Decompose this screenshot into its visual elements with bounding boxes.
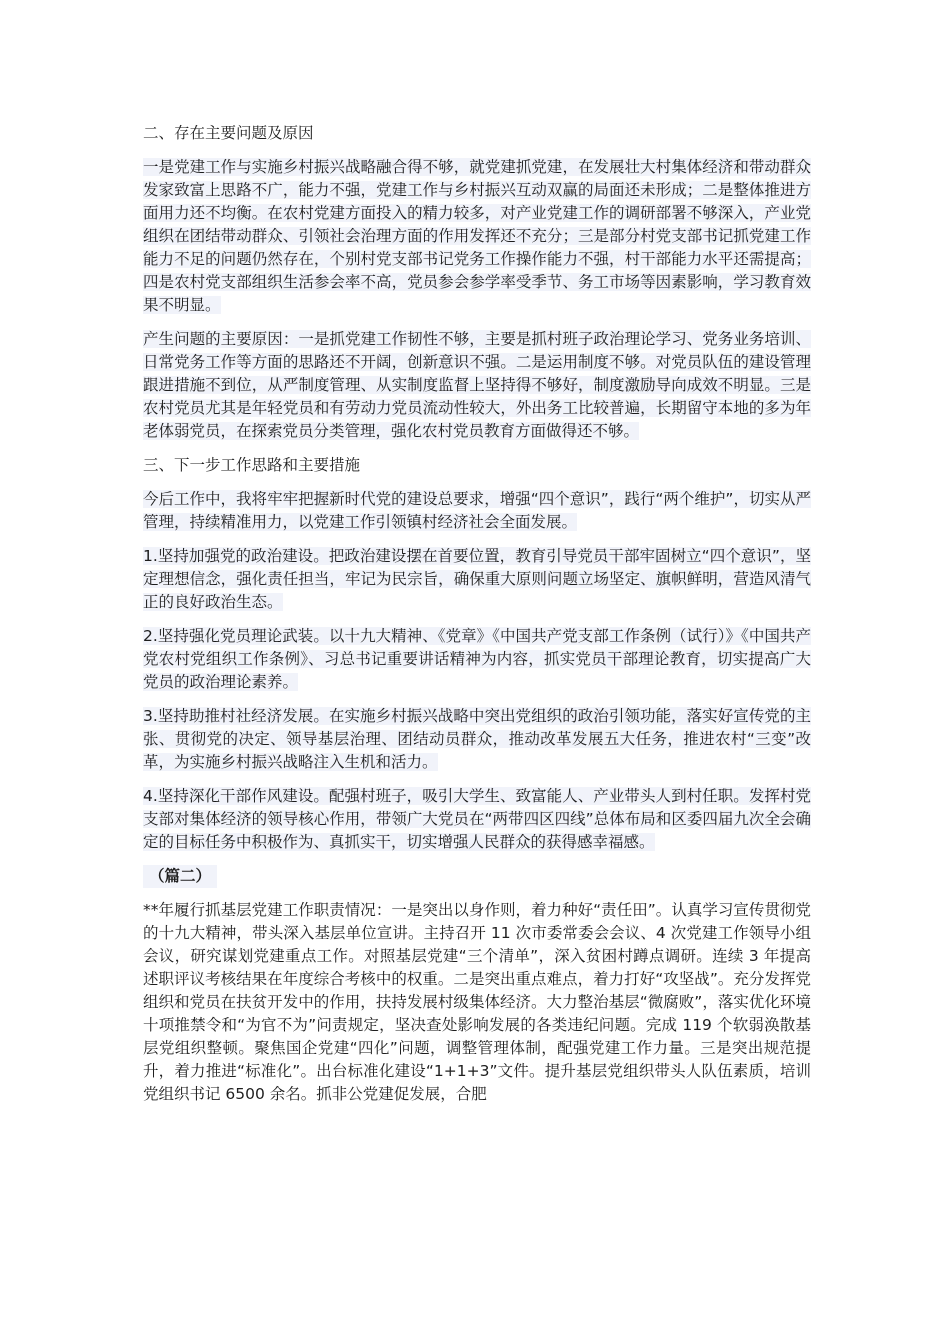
paragraph-intro-text: 今后工作中，我将牢牢把握新时代党的建设总要求，增强“四个意识”，践行“两个维护”，切实从严管理，持续精准用力，以党建工作引领镇村经济社会全面发展。 — [143, 490, 811, 531]
measure-item-4 — [143, 785, 811, 854]
measure-item-1-text: 1.坚持加强党的政治建设。把政治建设摆在首要位置，教育引导党员干部牢固树立“四个意识”，坚定理想信念，强化责任担当，牢记为民宗旨，确保重大原则问题立场坚定、旗帜鲜明，营造风清气正的良好政治生态。 — [143, 547, 811, 611]
measure-item-2 — [143, 625, 811, 694]
measure-item-2-text: 2.坚持强化党员理论武装。以十九大精神、《党章》《中国共产党支部工作条例（试行）》《中国共产党农村党组织工作条例》、习总书记重要讲话精神为内容，抓实党员干部理论教育，切实提高广大党员的政治理论素养。 — [143, 627, 811, 691]
paragraph-causes-text: 产生问题的主要原因：一是抓党建工作韧性不够，主要是抓村班子政治理论学习、党务业务培训、日常党务工作等方面的思路还不开阔，创新意识不强。二是运用制度不够。对党员队伍的建设管理跟进措施不到位，从严制度管理、从实制度监督上坚持得不够好，制度激励导向成效不明显。三是农村党员尤其是年轻党员和有劳动力党员流动性较大，外出务工比较普遍，长期留守本地的多为年老体弱党员，在探索党员分类管理，强化农村党员教育方面做得还不够。 — [143, 330, 811, 440]
paragraph-causes — [143, 328, 811, 443]
section-heading-problems — [143, 122, 811, 145]
measure-item-1 — [143, 545, 811, 614]
paragraph-intro — [143, 488, 811, 534]
section-two-label: （篇二） — [143, 865, 217, 888]
measure-item-3-text: 3.坚持助推村社经济发展。在实施乡村振兴战略中突出党组织的政治引领功能，落实好宣传党的主张、贯彻党的决定、领导基层治理、团结动员群众，推动改革发展五大任务，推进农村“三变”改革，为实施乡村振兴战略注入生机和活力。 — [143, 707, 811, 771]
section-two-heading — [143, 865, 811, 888]
measure-item-4-text: 4.坚持深化干部作风建设。配强村班子，吸引大学生、致富能人、产业带头人到村任职。发挥村党支部对集体经济的领导核心作用，带领广大党员在“两带四区四线”总体布局和区委四届九次全会确定的目标任务中积极作为、真抓实干，切实增强人民群众的获得感幸福感。 — [143, 787, 811, 851]
document-body — [143, 122, 811, 1117]
section-heading-measures — [143, 454, 811, 477]
paragraph-section-two — [143, 899, 811, 1106]
paragraph-problems — [143, 156, 811, 317]
paragraph-section-two-text: **年履行抓基层党建工作职责情况：一是突出以身作则，着力种好“责任田”。认真学习宣传贯彻党的十九大精神，带头深入基层单位宣讲。主持召开 11 次市委常委会会议、4 次党建工作领导小组会议，研究谋划党建重点工作。对照基层党建“三个清单”，深入贫困村蹲点调研。连续 3 年提高述职评议考核结果在年度综合考核中的权重。二是突出重点难点，着力打好“攻坚战”。充分发挥党组织和党员在扶贫开发中的作用，扶持发展村级集体经济。大力整治基层“微腐败”，落实优化环境十项推禁令和“为官不为”问责规定，坚决查处影响发展的各类违纪问题。完成 119 个软弱涣散基层党组织整顿。聚焦国企党建“四化”问题，调整管理体制，配强党建工作力量。三是突出规范提升，着力推进“标准化”。出台标准化建设“1+1+3”文件。提升基层党组织带头人队伍素质，培训党组织书记 6500 余名。抓非公党建促发展，合肥 — [143, 901, 811, 1103]
section-heading-measures-text: 三、下一步工作思路和主要措施 — [143, 456, 361, 474]
paragraph-problems-text: 一是党建工作与实施乡村振兴战略融合得不够，就党建抓党建，在发展壮大村集体经济和带动群众发家致富上思路不广，能力不强，党建工作与乡村振兴互动双赢的局面还未形成；二是整体推进方面用力还不均衡。在农村党建方面投入的精力较多，对产业党建工作的调研部署不够深入，产业党组织在团结带动群众、引领社会治理方面的作用发挥还不充分；三是部分村党支部书记抓党建工作能力不足的问题仍然存在，个别村党支部书记党务工作操作能力不强，村干部能力水平还需提高；四是农村党支部组织生活参会率不高，党员参会参学率受季节、务工市场等因素影响，学习教育效果不明显。 — [143, 158, 811, 314]
measure-item-3 — [143, 705, 811, 774]
section-heading-problems-text: 二、存在主要问题及原因 — [143, 124, 314, 142]
